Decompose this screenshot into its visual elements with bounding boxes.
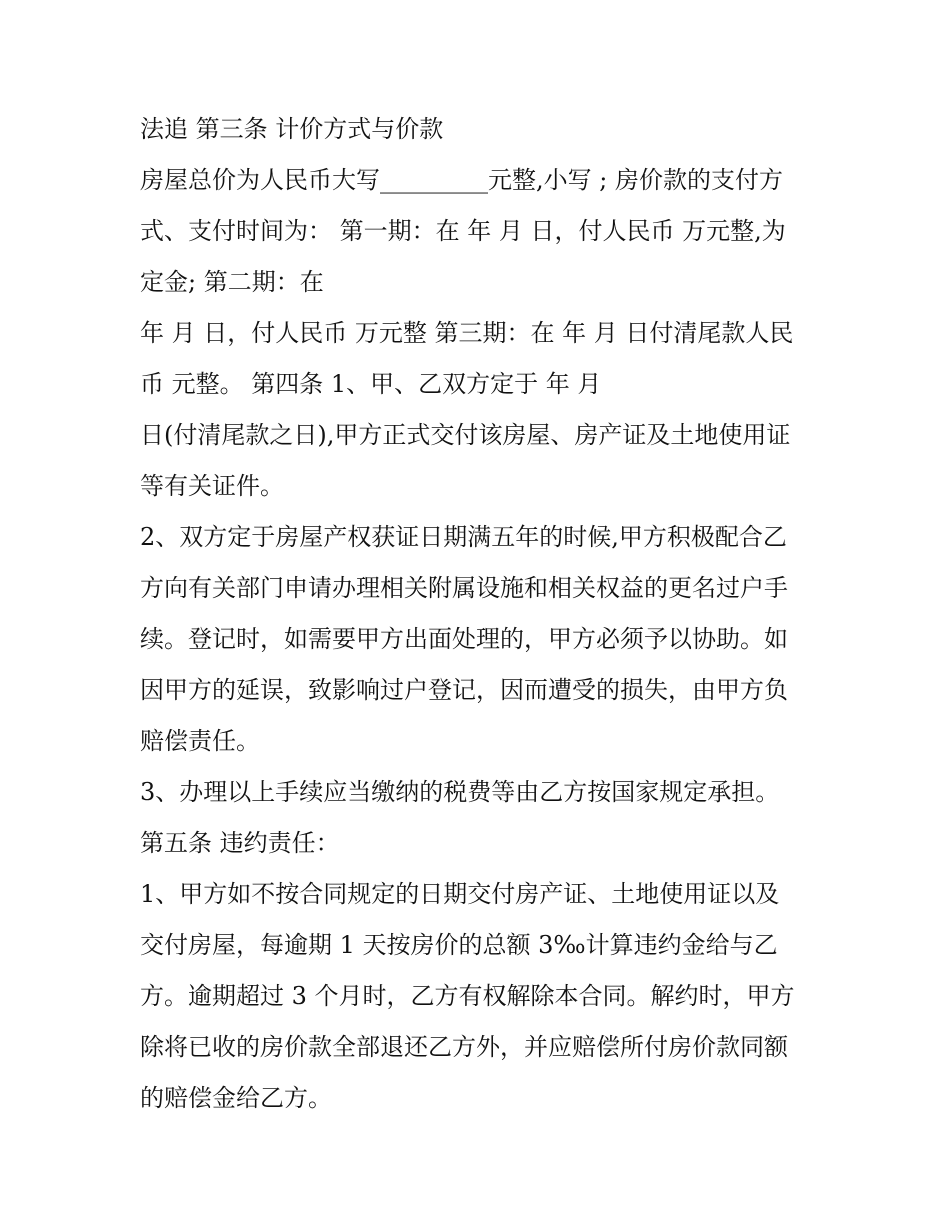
- text-line: 赔偿责任。: [140, 727, 260, 755]
- text-line: 年 月 日，付人民币 万元整 第三期：在 年 月 日付清尾款人民: [140, 319, 794, 347]
- text-line: 日(付清尾款之日),甲方正式交付该房屋、房产证及土地使用证: [140, 421, 791, 449]
- text-line: 方。逾期超过 3 个月时，乙方有权解除本合同。解约时，甲方: [140, 982, 795, 1010]
- text-line: 第五条 违约责任：: [140, 829, 340, 857]
- text-line: 定金; 第二期：在: [140, 268, 324, 296]
- text-line: 法追 第三条 计价方式与价款: [140, 115, 444, 143]
- text-line: 币 元整。 第四条 1、甲、乙双方定于 年 月: [140, 370, 602, 398]
- text-line: 式、支付时间为： 第一期：在 年 月 日，付人民币 万元整,为: [140, 217, 786, 245]
- text-line: 3、办理以上手续应当缴纳的税费等由乙方按国家规定承担。: [140, 778, 780, 806]
- text-line: 2、双方定于房屋产权获证日期满五年的时候,甲方积极配合乙: [140, 523, 787, 551]
- text-line: 的赔偿金给乙方。: [140, 1084, 332, 1112]
- text-line: 交付房屋，每逾期 1 天按房价的总额 3‰计算违约金给与乙: [140, 931, 778, 959]
- text-line: 方向有关部门申请办理相关附属设施和相关权益的更名过户手: [140, 574, 788, 602]
- text-line: 除将已收的房价款全部退还乙方外，并应赔偿所付房价款同额: [140, 1033, 788, 1061]
- text-line: 房屋总价为人民币大写_________元整,小写 ; 房价款的支付方: [140, 166, 783, 194]
- text-line: 因甲方的延误，致影响过户登记，因而遭受的损失，由甲方负: [140, 676, 788, 704]
- text-line: 续。登记时，如需要甲方出面处理的，甲方必须予以协助。如: [140, 625, 788, 653]
- text-line: 1、甲方如不按合同规定的日期交付房产证、土地使用证以及: [140, 880, 780, 908]
- contract-body: [140, 104, 820, 1124]
- text-line: 等有关证件。: [140, 472, 284, 500]
